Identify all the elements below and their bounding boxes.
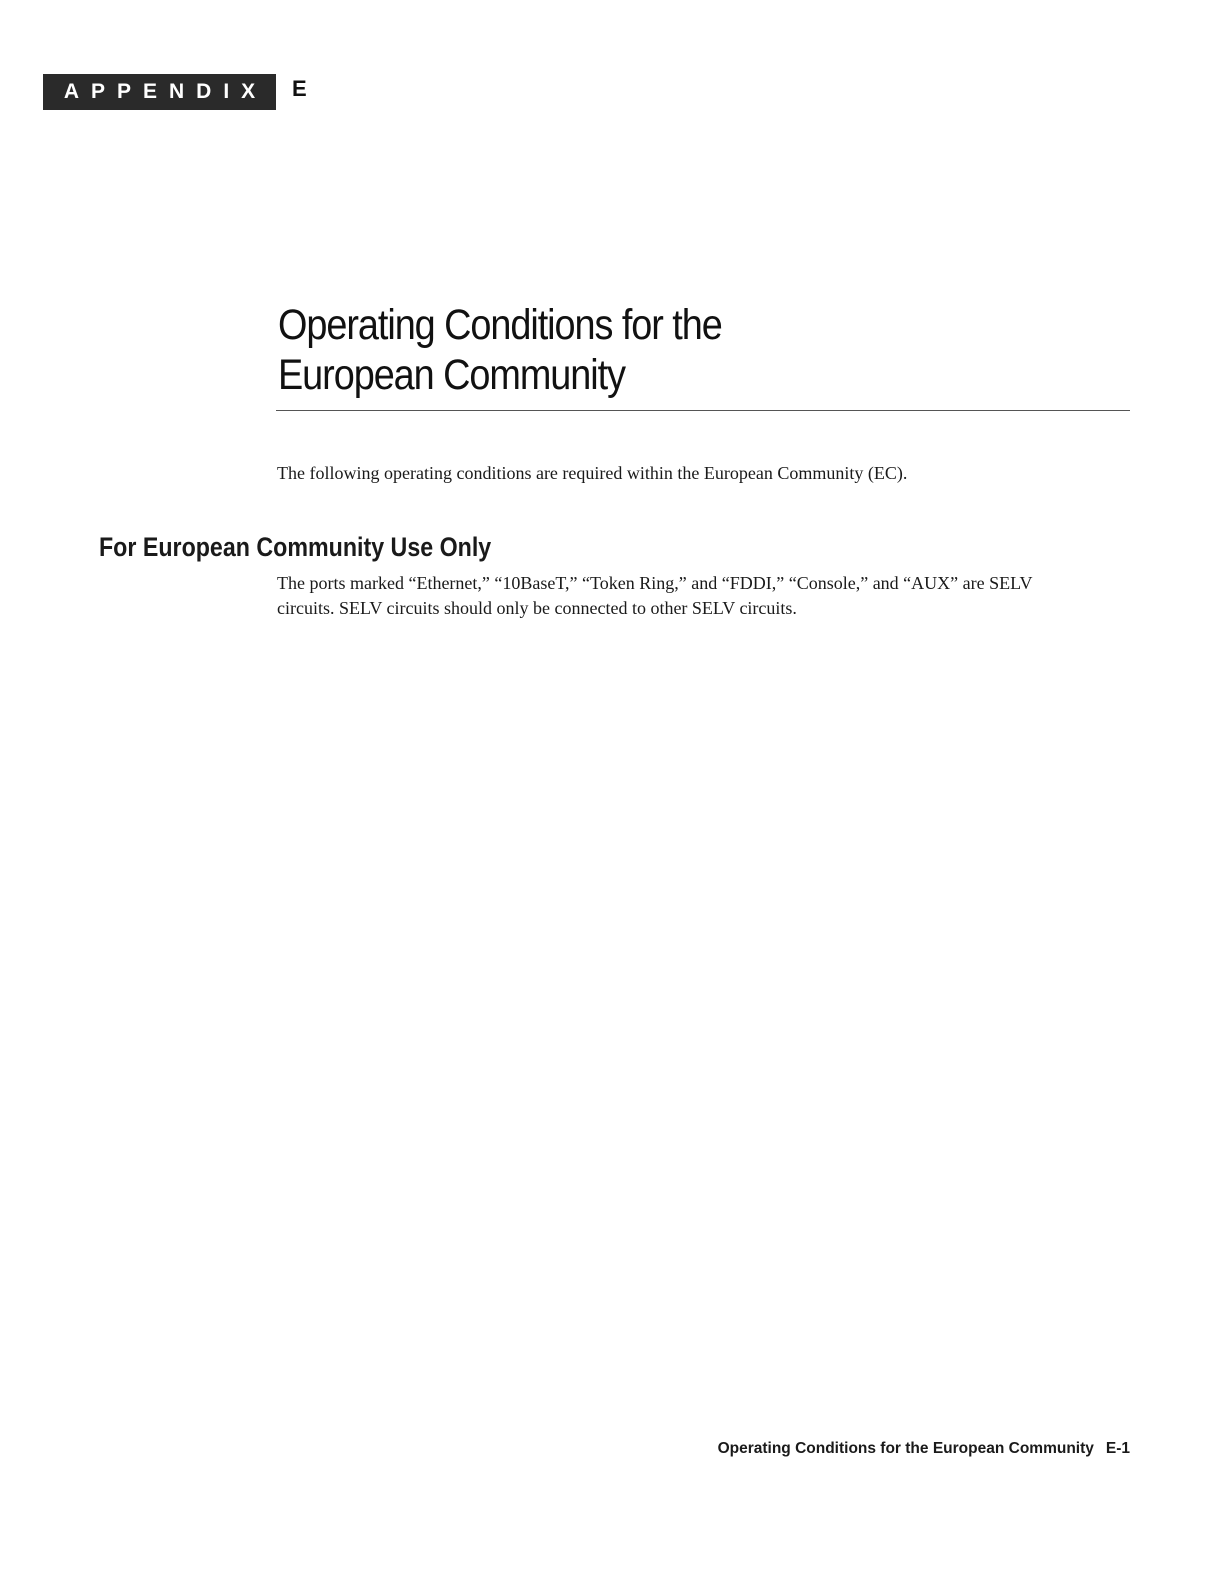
appendix-label-box: [43, 74, 276, 110]
footer-title: Operating Conditions for the European Community: [717, 1440, 1094, 1457]
page-footer: [718, 1440, 1130, 1458]
chapter-title-line-1: Operating Conditions for the: [278, 301, 722, 349]
appendix-label: APPENDIX: [63, 80, 268, 103]
appendix-letter: E: [292, 76, 307, 101]
intro-paragraph: The following operating conditions are required within the European Community (EC).: [277, 463, 908, 483]
section-body-paragraph: The ports marked “Ethernet,” “10BaseT,” “Token Ring,” and “FDDI,” “Console,” and “AUX” are SELV circuits. SELV circuits should only be connected to other SELV circuits.: [277, 573, 1033, 618]
chapter-title-line-2: European Community: [278, 351, 625, 399]
footer-page-number: E-1: [1105, 1440, 1130, 1457]
title-divider: [276, 410, 1130, 411]
section-heading: For European Community Use Only: [99, 532, 492, 562]
chapter-title: [278, 300, 722, 400]
